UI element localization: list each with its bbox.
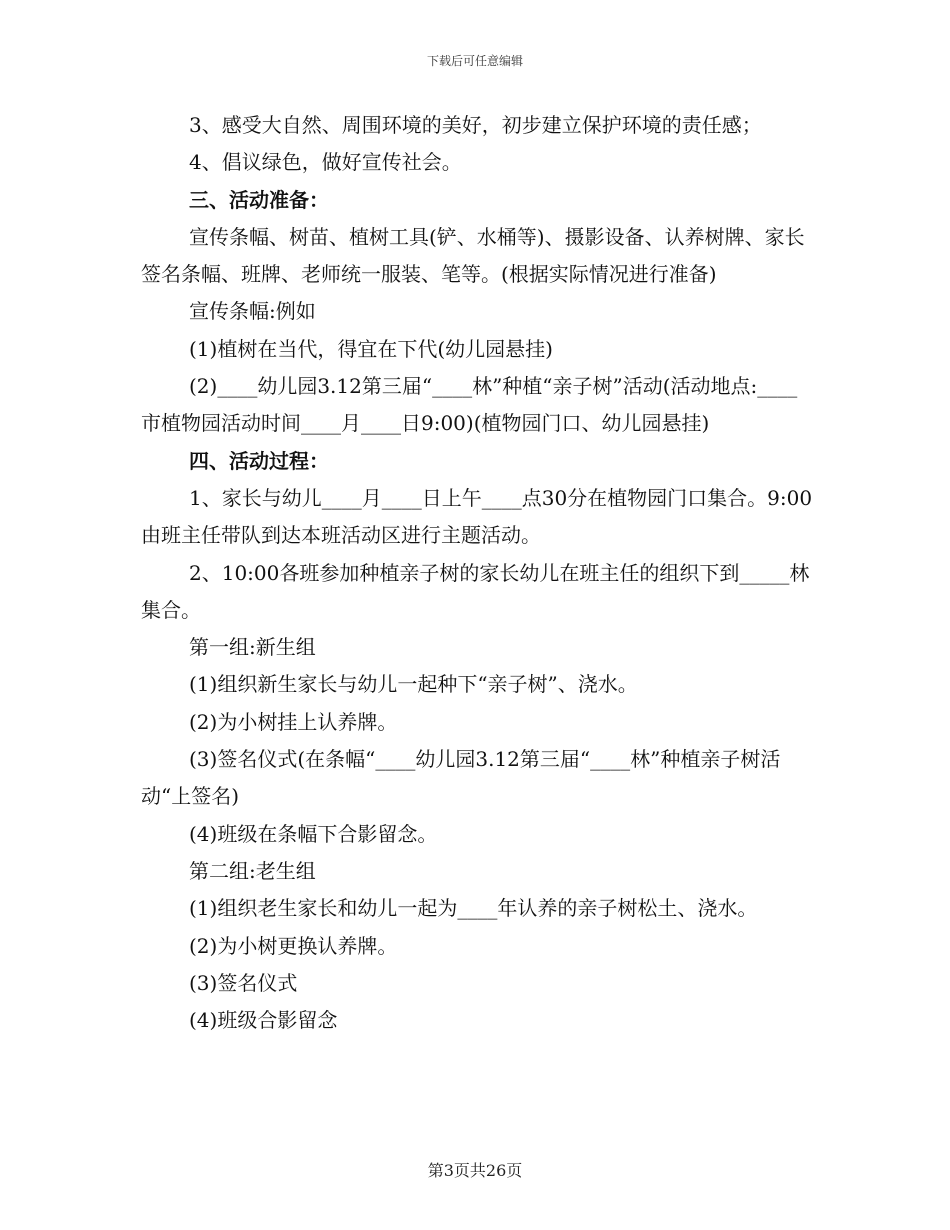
paragraph: 第一组:新生组 (189, 635, 316, 660)
paragraph: 第二组:老生组 (189, 858, 316, 883)
paragraph: 1、家长与幼儿____月____日上午____点30分在植物园门口集合。9:00由班主任带队到达本班活动区进行主题活动。 (141, 485, 813, 548)
section-heading: 三、活动准备： (189, 187, 329, 212)
paragraph: 2、10:00各班参加种植亲子树的家长幼儿在班主任的组织下到_____林集合。 (141, 560, 810, 622)
paragraph: (3)签名仪式 (189, 970, 298, 995)
page-footer: 第3页共26页 (427, 1161, 523, 1180)
section-heading: 四、活动过程： (189, 448, 329, 473)
paragraph: 3、感受大自然、周围环境的美好，初步建立保护环境的责任感； (189, 113, 762, 137)
paragraph: (2)为小树更换认养牌。 (189, 933, 398, 958)
paragraph: (1)组织老生家长和幼儿一起为____年认养的亲子树松土、浇水。 (189, 896, 758, 921)
paragraph: 宣传条幅、树苗、植树工具(铲、水桶等)、摄影设备、认养树牌、家长签名条幅、班牌、老师统一服装、笔等。(根据实际情况进行准备) (141, 224, 805, 287)
paragraph: (2)____幼儿园3.12第三届“____林”种植“亲子树”活动(活动地点:____市植物园活动时间____月____日9:00)(植物园门口、幼儿园悬挂) (141, 374, 798, 436)
paragraph: (3)签名仪式(在条幅“____幼儿园3.12第三届“____林”种植亲子树活动“上签名) (141, 747, 781, 809)
page-header: 下载后可任意编辑 (426, 54, 523, 68)
paragraph: (2)为小树挂上认养牌。 (189, 709, 398, 734)
document-body (141, 107, 813, 1039)
paragraph: (4)班级合影留念 (189, 1008, 338, 1033)
paragraph: 4、倡议绿色，做好宣传社会。 (189, 150, 462, 175)
paragraph: (1)植树在当代，得宜在下代(幼儿园悬挂) (189, 336, 553, 361)
paragraph: (4)班级在条幅下合影留念。 (189, 821, 438, 846)
paragraph: (1)组织新生家长与幼儿一起种下“亲子树”、浇水。 (189, 672, 638, 697)
paragraph: 宣传条幅:例如 (189, 299, 316, 324)
